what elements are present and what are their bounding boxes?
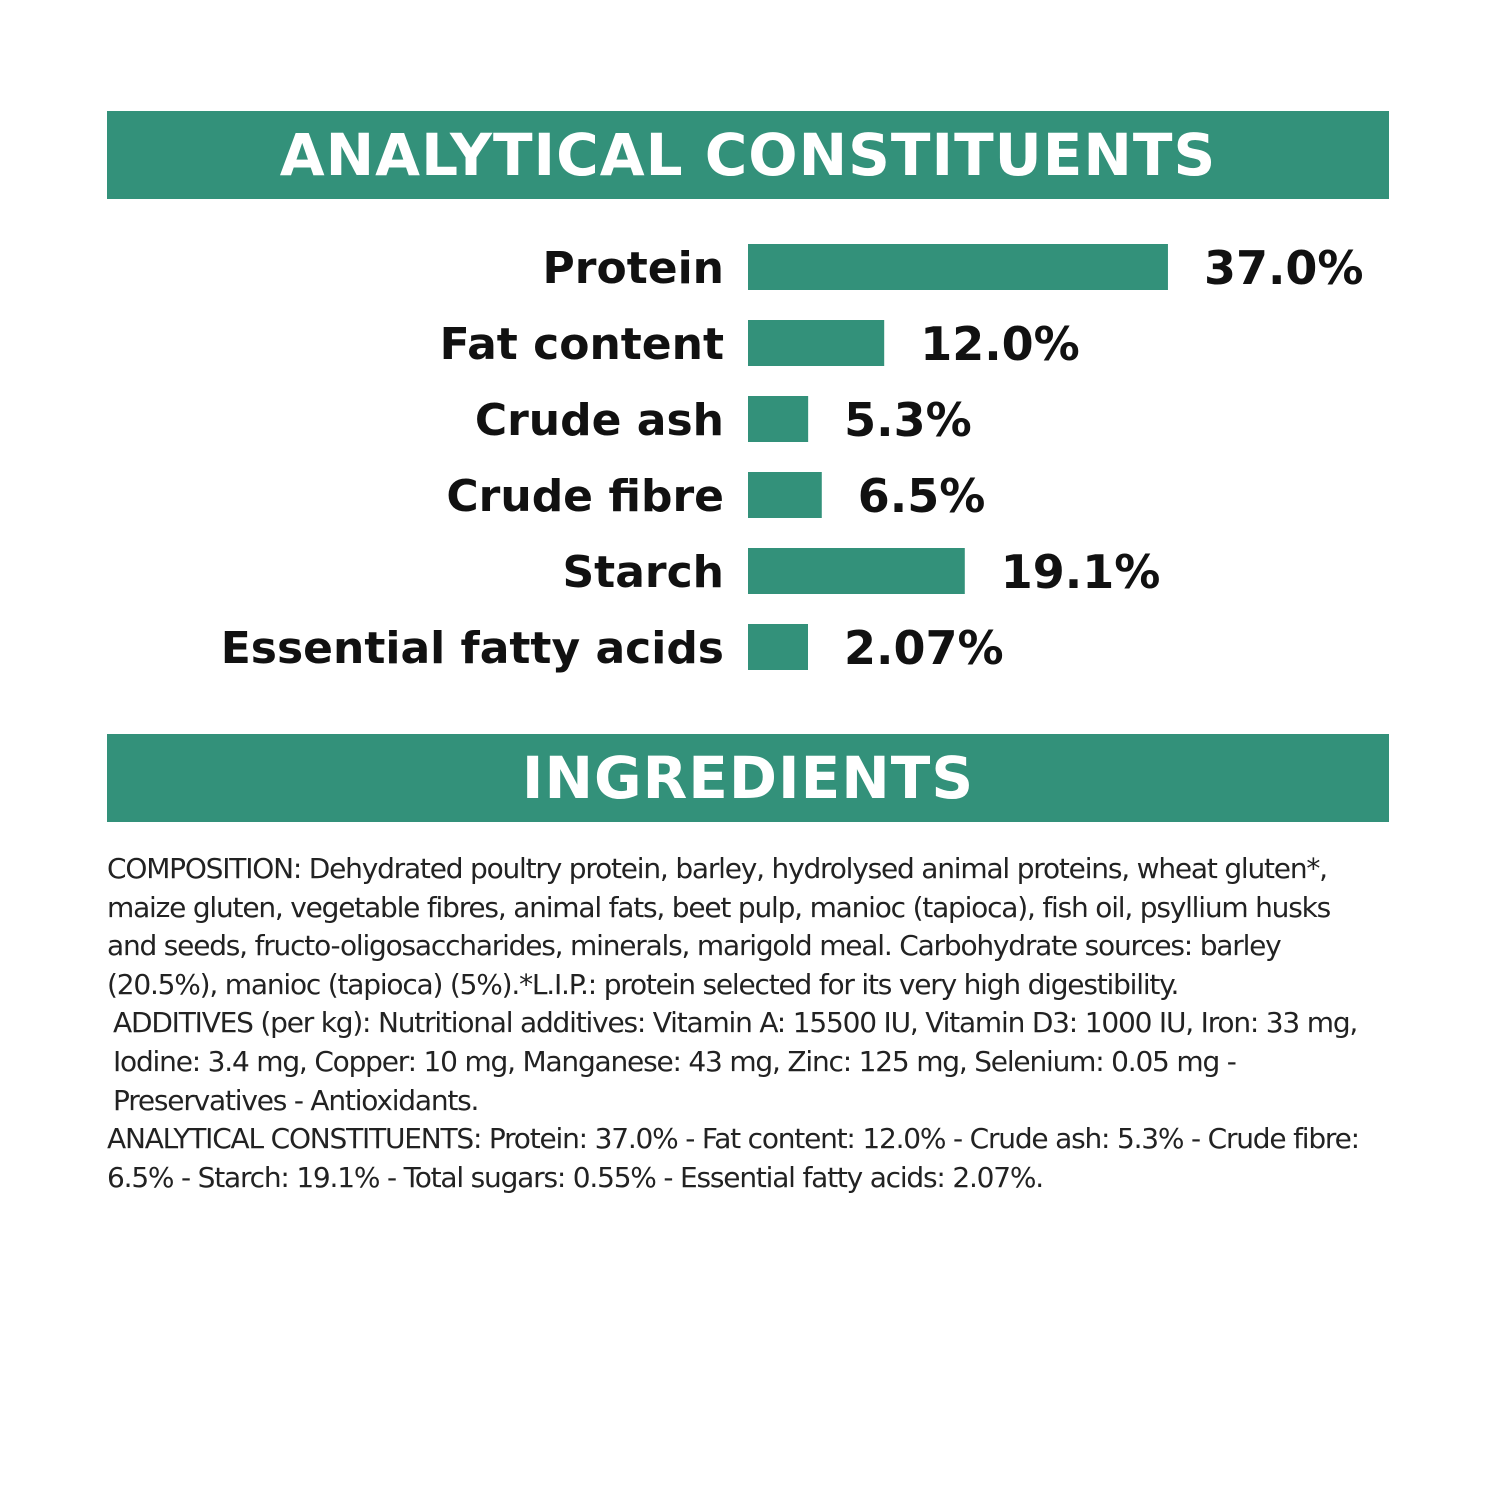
bar-value-label: 6.5% xyxy=(857,469,986,523)
bar-value-label: 5.3% xyxy=(844,393,972,447)
bar-value-label: 19.1% xyxy=(1000,545,1161,599)
bar-value-label: 12.0% xyxy=(920,317,1080,371)
analytical-constituents-text: ANALYTICAL CONSTITUENTS: Protein: 37.0% - Fat content: 12.0% - Crude ash: 5.3% - Crude fibre: 6.5% - Starch: 19.1% - Total sugars: 0.55% - Essential fatty acids: 2.07%. xyxy=(107,1122,1359,1194)
bar-label: Essential fatty acids xyxy=(220,623,724,674)
bar-label: Crude fibre xyxy=(446,471,724,522)
ingredients-text-block xyxy=(107,850,1377,1197)
composition-text: COMPOSITION: Dehydrated poultry protein, barley, hydrolysed animal proteins, wheat gluten*, maize gluten, vegetable fibres, animal fats, beet pulp, manioc (tapioca), fish oil, psyllium husks and seeds, fructo-oligosaccharides, minerals, marigold meal. Carbohydrate sources: barley (20.5%), manioc (tapioca) (5%).*L.I.P.: protein selected for its very high digestibility. xyxy=(107,852,1331,1001)
bar-value-label: 2.07% xyxy=(844,621,1004,675)
bar-label: Fat content xyxy=(439,319,724,370)
constituents-bar-chart xyxy=(0,225,1500,705)
bar-value-label: 37.0% xyxy=(1203,241,1364,295)
bar-label: Starch xyxy=(562,547,724,598)
analytical-constituents-banner xyxy=(107,111,1389,199)
ingredients-banner xyxy=(107,734,1389,822)
analytical-constituents-title: ANALYTICAL CONSTITUENTS xyxy=(279,121,1217,189)
ingredients-title: INGREDIENTS xyxy=(521,744,975,812)
bar xyxy=(748,320,884,366)
additives-text: ADDITIVES (per kg): Nutritional additives: Vitamin A: 15500 IU, Vitamin D3: 1000 IU, Iron: 33 mg, Iodine: 3.4 mg, Copper: 10 mg, Manganese: 43 mg, Zinc: 125 mg, Selenium: 0.05 mg - Preservatives - Antioxidants. xyxy=(113,1006,1358,1117)
bar xyxy=(748,472,822,518)
bar-label: Crude ash xyxy=(474,395,724,446)
bar xyxy=(748,548,965,594)
bar xyxy=(748,244,1168,290)
bar-label: Protein xyxy=(542,243,724,294)
bar xyxy=(748,396,808,442)
bar xyxy=(748,624,808,670)
